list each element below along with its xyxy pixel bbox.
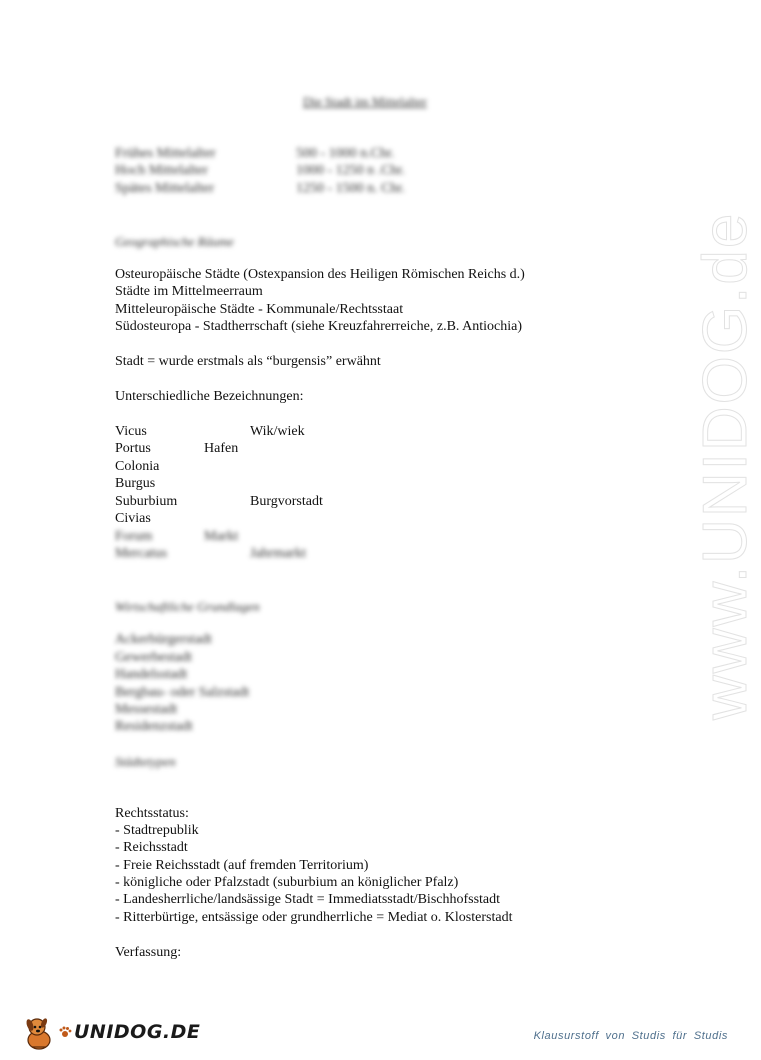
wirtschaft-line: Residenzstadt [115,719,193,734]
footer-logo[interactable] [22,1012,200,1052]
period-range: 1000 - 1250 n .Chr. [296,163,405,178]
wirtschaft-line: Gewerbestadt [115,650,192,665]
wirtschaft-line: Bergbau- oder Salzstadt [115,685,250,700]
wirtschaft-line: Ackerbürgerstadt [115,632,212,647]
wirtschaft-heading: Wirtschaftliche Grundlagen [115,599,260,614]
term-meaning: Hafen [204,441,239,456]
rechtsstatus-line: - Reichsstadt [115,840,188,855]
period-range: 500 - 1000 n.Chr. [296,146,395,161]
term-translation: Burgvorstadt [250,494,323,509]
term-meaning: Markt [204,529,239,544]
verfassung-heading: Verfassung: [115,945,182,960]
term-name: Mercatus [115,546,168,561]
wirtschaft-line: Handelsstadt [115,667,188,682]
watermark: www.UNIDOG.de [691,211,760,720]
document-title: Die Stadt im Mittelalter [303,94,427,109]
term-name: Portus [115,441,151,456]
bezeichnungen-heading: Unterschiedliche Bezeichnungen: [115,389,304,404]
staedtetypen-heading: Städtetypen [115,754,176,769]
period-name: Spätes Mittelalter [115,181,215,196]
term-translation: Jahrmarkt [250,546,306,561]
rechtsstatus-line: - Freie Reichsstadt (auf fremden Territorium) [115,858,369,873]
footer-tagline: Klausurstoff von Studis für Studis [533,1030,728,1042]
rechtsstatus-line: - Stadtrepublik [115,823,199,838]
geo-line: Mitteleuropäische Städte - Kommunale/Rechtsstaat [115,302,404,317]
period-name: Frühes Mittelalter [115,146,216,161]
geo-line: Osteuropäische Städte (Ostexpansion des Heiligen Römischen Reichs d.) [115,267,525,282]
term-name: Forum [115,529,153,544]
rechtsstatus-line: - Landesherrliche/landsässige Stadt = Immediatsstadt/Bischhofsstadt [115,892,501,907]
dog-mascot-icon [22,1013,56,1051]
rechtsstatus-line: - Ritterbürtige, entsässige oder grundherrliche = Mediat o. Klosterstadt [115,910,513,925]
term-name: Civias [115,511,151,526]
geo-line: Südosteuropa - Stadtherrschaft (siehe Kreuzfahrerreiche, z.B. Antiochia) [115,319,523,334]
term-name: Burgus [115,476,156,491]
rechtsstatus-line: - königliche oder Pfalzstadt (suburbium an königlicher Pfalz) [115,875,459,890]
wirtschaft-line: Messestadt [115,702,178,717]
term-name: Vicus [115,424,147,439]
logo-text: UNIDOG.DE [74,1021,201,1043]
term-name: Colonia [115,459,160,474]
stadt-definition: Stadt = wurde erstmals als “burgensis” erwähnt [115,354,381,369]
paw-icon [58,1025,72,1039]
geo-heading: Geographische Räume [115,234,234,249]
term-translation: Wik/wiek [250,424,305,439]
geo-line: Städte im Mittelmeerraum [115,284,263,299]
period-name: Hoch Mittelalter [115,163,208,178]
term-name: Suburbium [115,494,178,509]
rechtsstatus-heading: Rechtsstatus: [115,806,189,821]
period-range: 1250 - 1500 n. Chr. [296,181,405,196]
